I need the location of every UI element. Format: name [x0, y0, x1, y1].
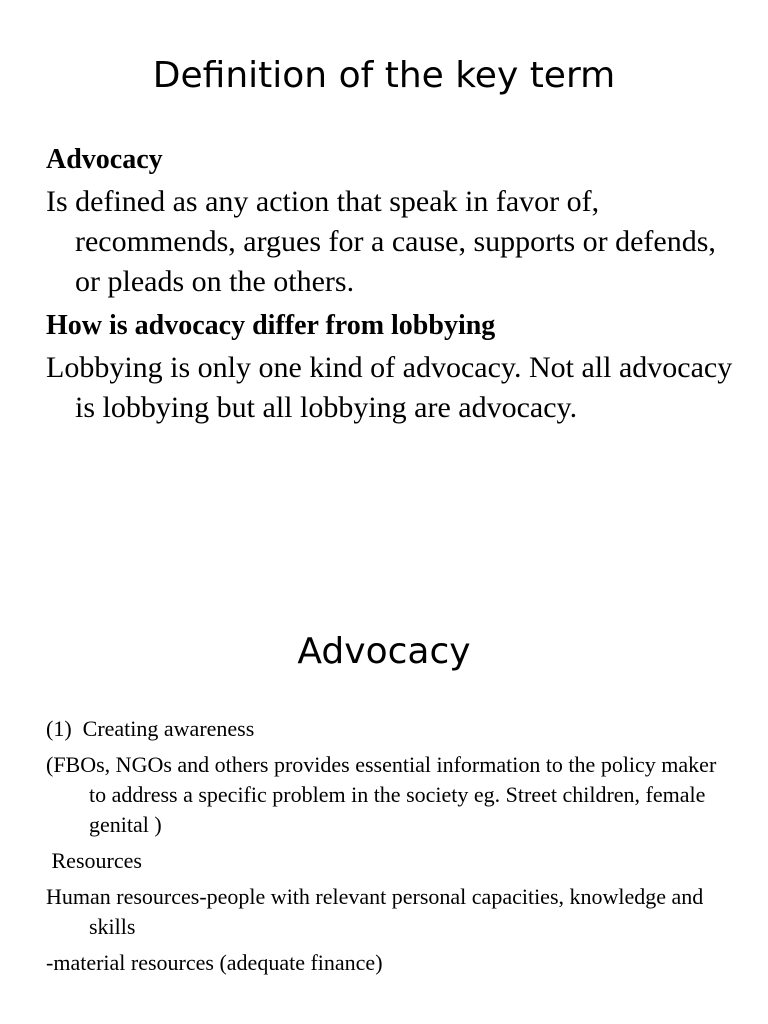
list-item: -material resources (adequate finance) [46, 950, 383, 975]
term-heading: Advocacy [46, 144, 163, 175]
definition-paragraph: Is defined as any action that speak in favor of, recommends, argues for a cause, supports or defends, or pleads on the others. [46, 185, 716, 298]
list-item: (FBOs, NGOs and others provides essential information to the policy maker to address a specific problem in the society eg. Street children, female genital ) [46, 752, 717, 837]
slide-title: Advocacy [297, 631, 471, 672]
list-item: Resources [46, 848, 142, 873]
list-item: (1) Creating awareness [46, 716, 255, 741]
comparison-paragraph: Lobbying is only one kind of advocacy. Not all advocacy is lobbying but all lobbying are advocacy. [46, 351, 733, 424]
slide-body [46, 142, 736, 428]
slide-advocacy [0, 512, 768, 1024]
comparison-heading: How is advocacy differ from lobbying [46, 310, 496, 341]
slide-body [46, 714, 736, 978]
slide-title: Definition of the key term [152, 55, 616, 96]
list-item: Human resources-people with relevant personal capacities, knowledge and skills [46, 884, 704, 939]
